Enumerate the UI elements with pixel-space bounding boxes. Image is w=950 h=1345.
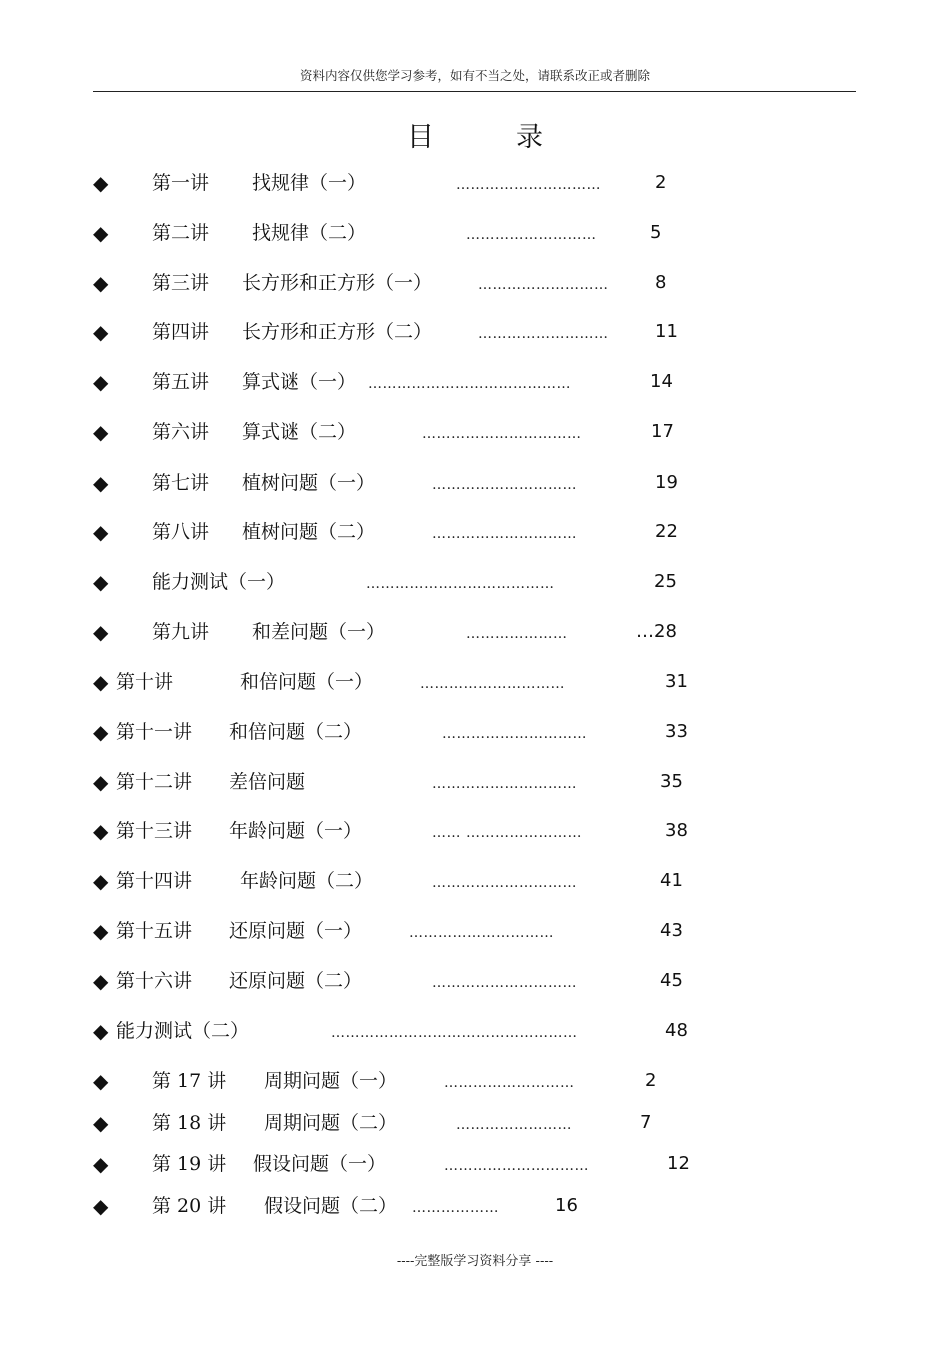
diamond-bullet-icon: ◆ <box>93 221 109 245</box>
toc-lecture-label: 第 19 讲 <box>152 1153 227 1175</box>
toc-page-number: 7 <box>640 1112 652 1133</box>
toc-page-number: 5 <box>650 222 662 243</box>
toc-leader-dots: ……………………… <box>466 227 597 243</box>
toc-leader-dots: ……………………… <box>478 326 609 342</box>
toc-lecture-label: 第十五讲 <box>116 920 193 942</box>
toc-topic: 找规律（二） <box>252 222 367 244</box>
diamond-bullet-icon: ◆ <box>93 271 109 295</box>
toc-entry[interactable] <box>0 816 950 846</box>
toc-page-number: 22 <box>655 521 678 542</box>
title-char-2: 录 <box>516 122 543 153</box>
diamond-bullet-icon: ◆ <box>93 320 109 344</box>
toc-leader-dots: …………………………………………… <box>331 1025 578 1041</box>
toc-entry[interactable] <box>0 966 950 996</box>
toc-entry[interactable] <box>0 317 950 347</box>
toc-lecture-label: 第四讲 <box>152 321 210 343</box>
toc-lecture-label: 能力测试（一） <box>152 571 286 593</box>
toc-topic: 算式谜（一） <box>242 371 357 393</box>
toc-entry[interactable] <box>0 517 950 547</box>
toc-entry[interactable] <box>0 1066 950 1096</box>
toc-leader-dots: ………………………… <box>456 177 601 193</box>
diamond-bullet-icon: ◆ <box>93 1019 109 1043</box>
toc-entry[interactable] <box>0 367 950 397</box>
toc-topic: 和倍问题（二） <box>229 721 363 743</box>
diamond-bullet-icon: ◆ <box>93 570 109 594</box>
toc-topic: 和差问题（一） <box>252 621 386 643</box>
toc-lecture-label: 能力测试（二） <box>116 1020 250 1042</box>
toc-page-number: 41 <box>660 870 683 891</box>
toc-leader-dots: …… …………………… <box>432 825 582 841</box>
toc-topic: 找规律（一） <box>252 172 367 194</box>
toc-lecture-label: 第二讲 <box>152 222 210 244</box>
toc-page-number: 31 <box>665 671 688 692</box>
toc-entry[interactable] <box>0 218 950 248</box>
toc-entry[interactable] <box>0 567 950 597</box>
toc-page-number: 35 <box>660 771 683 792</box>
toc-entry[interactable] <box>0 417 950 447</box>
toc-topic: 植树问题（一） <box>242 472 376 494</box>
diamond-bullet-icon: ◆ <box>93 420 109 444</box>
diamond-bullet-icon: ◆ <box>93 969 109 993</box>
toc-topic: 差倍问题 <box>229 771 306 793</box>
toc-topic: 长方形和正方形（一） <box>242 272 433 294</box>
toc-entry[interactable] <box>0 1149 950 1179</box>
toc-lecture-label: 第十一讲 <box>116 721 193 743</box>
toc-leader-dots: ………………………… <box>420 676 565 692</box>
diamond-bullet-icon: ◆ <box>93 869 109 893</box>
toc-entry[interactable] <box>0 1016 950 1046</box>
toc-lecture-label: 第十二讲 <box>116 771 193 793</box>
toc-page-number: 17 <box>651 421 674 442</box>
page-title <box>0 115 950 154</box>
toc-leader-dots: ………………………… <box>432 526 577 542</box>
toc-lecture-label: 第九讲 <box>152 621 210 643</box>
toc-entry[interactable] <box>0 617 950 647</box>
toc-lecture-label: 第八讲 <box>152 521 210 543</box>
toc-page-number: …28 <box>636 621 677 642</box>
toc-leader-dots: …………………………………… <box>368 376 571 392</box>
toc-page-number: 11 <box>655 321 678 342</box>
toc-topic: 和倍问题（一） <box>240 671 374 693</box>
toc-leader-dots: …………………… <box>456 1117 572 1133</box>
toc-topic: 长方形和正方形（二） <box>242 321 433 343</box>
diamond-bullet-icon: ◆ <box>93 670 109 694</box>
toc-lecture-label: 第 17 讲 <box>152 1070 227 1092</box>
toc-entry[interactable] <box>0 717 950 747</box>
toc-entry[interactable] <box>0 468 950 498</box>
toc-topic: 还原问题（一） <box>229 920 363 942</box>
toc-lecture-label: 第十讲 <box>116 671 174 693</box>
toc-entry[interactable] <box>0 916 950 946</box>
toc-topic: 算式谜（二） <box>242 421 357 443</box>
page-footer: ----完整版学习资料分享 ---- <box>396 1254 554 1269</box>
toc-entry[interactable] <box>0 767 950 797</box>
toc-lecture-label: 第十四讲 <box>116 870 193 892</box>
toc-topic: 年龄问题（二） <box>240 870 374 892</box>
diamond-bullet-icon: ◆ <box>93 1194 109 1218</box>
toc-leader-dots: ………………………… <box>444 1158 589 1174</box>
toc-lecture-label: 第一讲 <box>152 172 210 194</box>
toc-page-number: 12 <box>667 1153 690 1174</box>
toc-page-number: 8 <box>655 272 667 293</box>
diamond-bullet-icon: ◆ <box>93 1069 109 1093</box>
diamond-bullet-icon: ◆ <box>93 819 109 843</box>
diamond-bullet-icon: ◆ <box>93 1152 109 1176</box>
toc-topic: 周期问题（二） <box>264 1112 398 1134</box>
toc-page-number: 33 <box>665 721 688 742</box>
toc-page-number: 38 <box>665 820 688 841</box>
toc-topic: 假设问题（一） <box>253 1153 387 1175</box>
toc-leader-dots: ………………………… <box>409 925 554 941</box>
toc-entry[interactable] <box>0 1108 950 1138</box>
diamond-bullet-icon: ◆ <box>93 471 109 495</box>
diamond-bullet-icon: ◆ <box>93 720 109 744</box>
toc-entry[interactable] <box>0 667 950 697</box>
toc-entry[interactable] <box>0 268 950 298</box>
toc-lecture-label: 第七讲 <box>152 472 210 494</box>
toc-page-number: 48 <box>665 1020 688 1041</box>
toc-leader-dots: ………………………………… <box>366 576 555 592</box>
toc-page-number: 16 <box>555 1195 578 1216</box>
toc-page-number: 19 <box>655 472 678 493</box>
diamond-bullet-icon: ◆ <box>93 370 109 394</box>
toc-topic: 还原问题（二） <box>229 970 363 992</box>
toc-leader-dots: ……………………… <box>478 277 609 293</box>
diamond-bullet-icon: ◆ <box>93 1111 109 1135</box>
toc-leader-dots: ………………………… <box>432 975 577 991</box>
diamond-bullet-icon: ◆ <box>93 770 109 794</box>
toc-page-number: 45 <box>660 970 683 991</box>
diamond-bullet-icon: ◆ <box>93 620 109 644</box>
toc-topic: 年龄问题（一） <box>229 820 363 842</box>
toc-page-number: 2 <box>645 1070 657 1091</box>
toc-entry[interactable] <box>0 866 950 896</box>
toc-lecture-label: 第 20 讲 <box>152 1195 227 1217</box>
toc-entry[interactable] <box>0 1191 950 1221</box>
toc-page-number: 25 <box>654 571 677 592</box>
page-header: 资料内容仅供您学习参考，如有不当之处，请联系改正或者删除 <box>299 68 650 83</box>
toc-leader-dots: ………………………… <box>442 726 587 742</box>
toc-leader-dots: ………………………… <box>432 875 577 891</box>
toc-lecture-label: 第十六讲 <box>116 970 193 992</box>
toc-lecture-label: 第六讲 <box>152 421 210 443</box>
toc-leader-dots: …………………………… <box>422 426 582 442</box>
toc-leader-dots: ………………………… <box>432 776 577 792</box>
toc-entry[interactable] <box>0 168 950 198</box>
toc-page-number: 14 <box>650 371 673 392</box>
toc-lecture-label: 第 18 讲 <box>152 1112 227 1134</box>
toc-topic: 植树问题（二） <box>242 521 376 543</box>
diamond-bullet-icon: ◆ <box>93 919 109 943</box>
diamond-bullet-icon: ◆ <box>93 520 109 544</box>
toc-leader-dots: ……………………… <box>444 1075 575 1091</box>
header-rule <box>93 91 856 92</box>
toc-leader-dots: ……………… <box>412 1200 499 1216</box>
toc-topic: 周期问题（一） <box>264 1070 398 1092</box>
toc-lecture-label: 第五讲 <box>152 371 210 393</box>
toc-leader-dots: ………………………… <box>432 477 577 493</box>
toc-leader-dots: ………………… <box>466 626 568 642</box>
toc-page-number: 43 <box>660 920 683 941</box>
diamond-bullet-icon: ◆ <box>93 171 109 195</box>
toc-topic: 假设问题（二） <box>264 1195 398 1217</box>
toc-page-number: 2 <box>655 172 667 193</box>
title-char-1: 目 <box>407 122 434 153</box>
toc-lecture-label: 第十三讲 <box>116 820 193 842</box>
toc-lecture-label: 第三讲 <box>152 272 210 294</box>
